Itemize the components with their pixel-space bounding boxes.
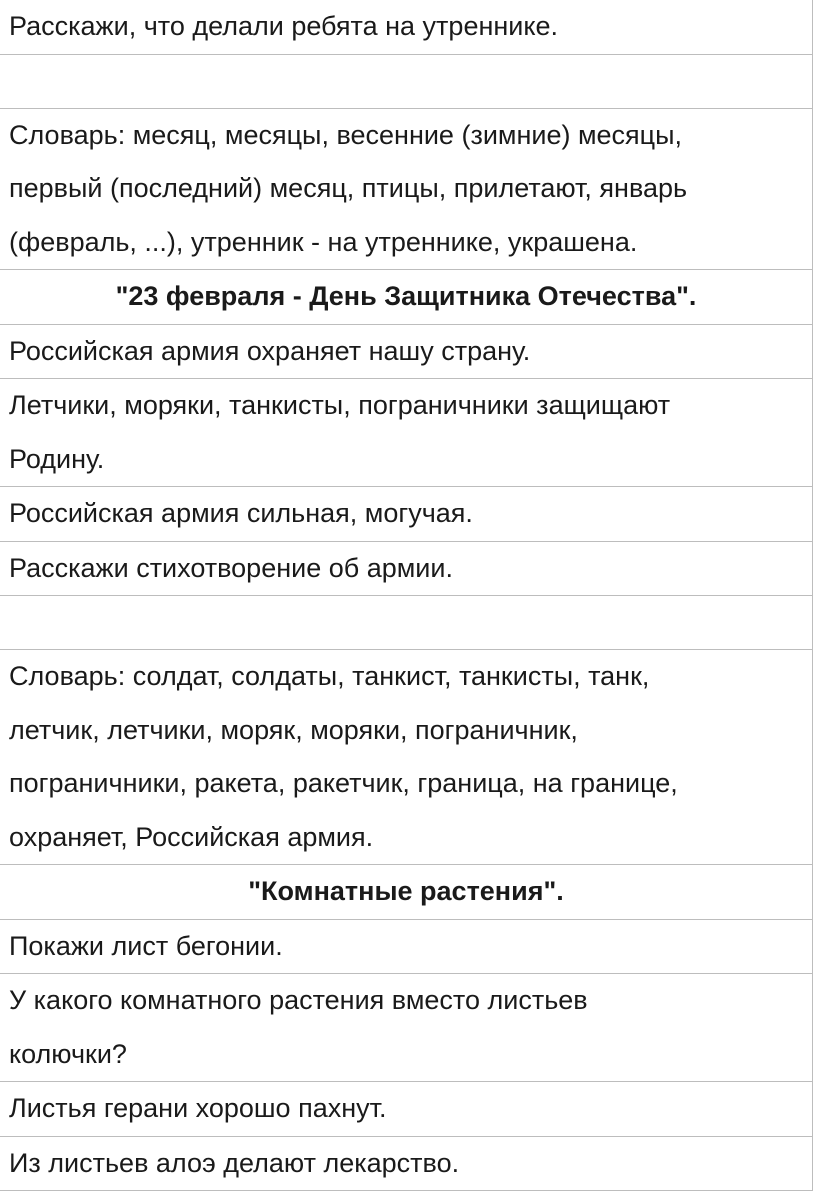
table-row-empty — [0, 596, 813, 650]
cell-line: Из листьев алоэ делают лекарство. — [9, 1147, 460, 1178]
cell-line: летчик, летчики, моряк, моряки, пограничник, — [9, 714, 578, 745]
cell-line: Летчики, моряки, танкисты, пограничники защищают — [9, 390, 671, 420]
cell-line: Расскажи стихотворение об армии. — [9, 552, 453, 583]
cell-line: Российская армия охраняет нашу страну. — [9, 335, 531, 366]
table-cell — [0, 487, 813, 542]
cell-line: Словарь: солдат, солдаты, танкист, танкисты, танк, — [9, 661, 650, 691]
table-row — [0, 919, 813, 974]
section-heading-row — [0, 270, 813, 325]
table-row — [0, 1082, 813, 1137]
heading-text: "Комнатные растения". — [248, 876, 564, 906]
cell-line: Расскажи, что делали ребята на утреннике. — [9, 11, 558, 41]
table-cell — [0, 108, 813, 270]
section-heading-row — [0, 865, 813, 920]
table-row — [0, 487, 813, 542]
table-row — [0, 1136, 813, 1191]
cell-line: охраняет, Российская армия. — [9, 821, 374, 852]
cell-line: первый (последний) месяц, птицы, прилетают, январь — [9, 173, 688, 203]
table-cell — [0, 919, 813, 974]
section-heading — [0, 865, 813, 920]
table-row — [0, 974, 813, 1082]
table-cell — [0, 54, 813, 108]
table-cell — [0, 324, 813, 379]
table-cell — [0, 650, 813, 865]
cell-line: Словарь: месяц, месяцы, весенние (зимние) месяцы, — [9, 119, 683, 150]
cell-line: пограничники, ракета, ракетчик, граница, на границе, — [9, 768, 678, 798]
cell-line: колючки? — [9, 1038, 127, 1069]
table-row — [0, 650, 813, 865]
table-cell — [0, 1136, 813, 1191]
section-heading — [0, 270, 813, 325]
table-row — [0, 0, 813, 54]
cell-line: Листья герани хорошо пахнут. — [9, 1093, 387, 1123]
cell-line: Покажи лист бегонии. — [9, 930, 283, 961]
table-row — [0, 541, 813, 596]
cell-line: У какого комнатного растения вместо листьев — [9, 985, 588, 1015]
cell-line: Родину. — [9, 443, 105, 474]
table-row — [0, 324, 813, 379]
table-row — [0, 379, 813, 487]
heading-text: "23 февраля - День Защитника Отечества". — [115, 281, 697, 311]
table-row-empty — [0, 54, 813, 108]
table-cell — [0, 596, 813, 650]
cell-line: (февраль, ...), утренник - на утреннике, украшена. — [9, 226, 638, 257]
table-cell — [0, 0, 813, 54]
table-cell — [0, 1082, 813, 1137]
table-row — [0, 108, 813, 270]
cell-line: Российская армия сильная, могучая. — [9, 498, 473, 528]
table-cell — [0, 974, 813, 1082]
table-cell — [0, 541, 813, 596]
table-cell — [0, 379, 813, 487]
